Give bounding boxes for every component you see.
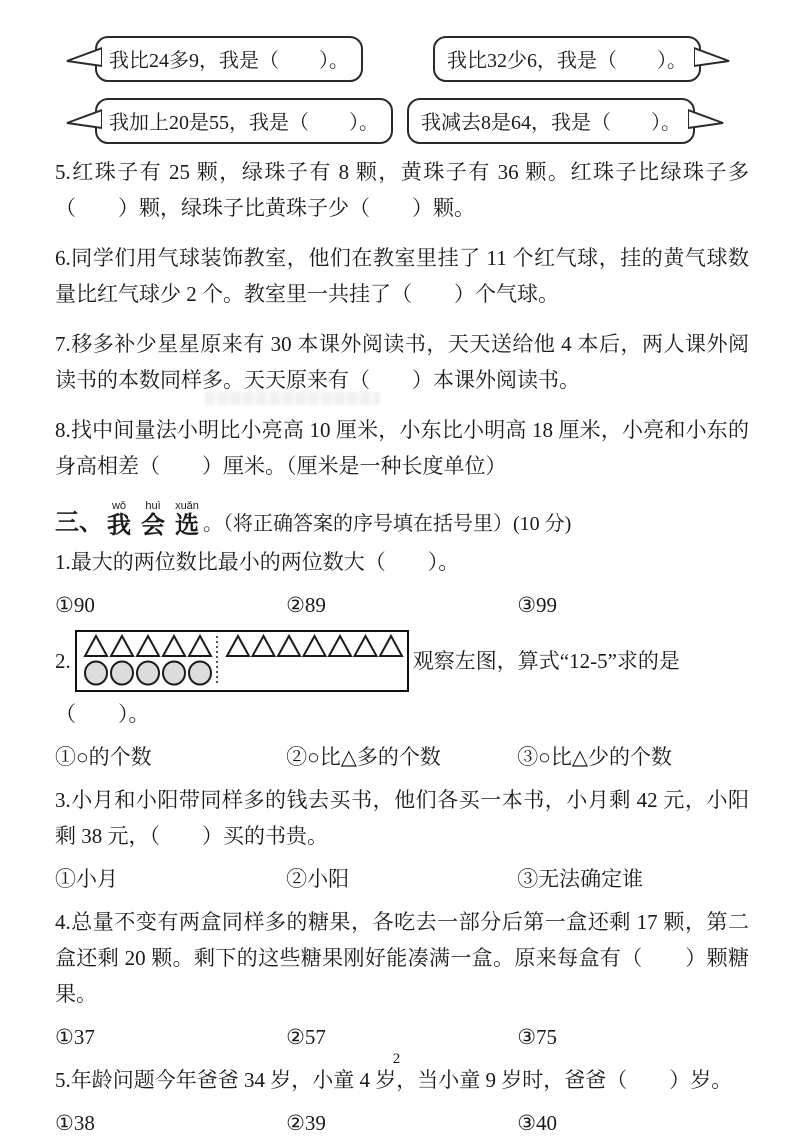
option-3: ③40 xyxy=(517,1111,558,1135)
title-char: 选xuǎn xyxy=(175,500,199,539)
bubble-tail-left-icon xyxy=(66,45,102,73)
option-2: ②89 xyxy=(286,593,326,617)
option-2: ②○比△多的个数 xyxy=(286,745,441,769)
option-1: ①37 xyxy=(55,1025,95,1049)
pinyin-label: xuǎn xyxy=(175,500,199,512)
question-text: 观察左图，算式“12-5”求的是 xyxy=(412,649,680,673)
bubble-text: 我减去8是64，我是（ ）。 xyxy=(421,112,681,134)
choice-question-3: 3.小月和小阳带同样多的钱去买书，他们各买一本书，小月剩 42 元，小阳剩 38 元，（ ）买的书贵。 xyxy=(55,788,749,848)
bubble-text: 我比32少6，我是（ ）。 xyxy=(447,50,687,72)
question-number: 2. xyxy=(55,648,71,673)
choice-question-5: 5.年龄问题今年爸爸 34 岁，小童 4 岁，当小童 9 岁时，爸爸（ ）岁。 xyxy=(55,1068,733,1092)
title-char: 会huì xyxy=(141,500,165,539)
options-row xyxy=(55,862,749,896)
section-title xyxy=(107,500,199,538)
fill-question-5: 5.红珠子有 25 颗，绿珠子有 8 颗，黄珠子有 36 颗。红珠子比绿珠子多（ ）颗，绿珠子比黄珠子少（ ）颗。 xyxy=(55,160,749,220)
triangle-circle-figure xyxy=(75,630,409,692)
option-1: ①38 xyxy=(55,1111,95,1135)
bubble-tail-left-icon xyxy=(66,107,102,135)
page-number: 2 xyxy=(392,1051,401,1067)
worksheet-page xyxy=(0,36,793,1140)
title-char: 我wǒ xyxy=(107,500,131,539)
bubble-text: 我加上20是55，我是（ ）。 xyxy=(109,112,379,134)
section-instruction: 。（将正确答案的序号填在括号里）(10 分) xyxy=(203,513,572,535)
fill-question-6: 6.同学们用气球装饰教室，他们在教室里挂了 11 个红气球，挂的黄气球数量比红气球少 2 个。教室里一共挂了（ ）个气球。 xyxy=(55,246,749,306)
choice-question-1: 1.最大的两位数比最小的两位数大（ ）。 xyxy=(55,550,460,574)
pinyin-label: wǒ xyxy=(107,500,131,512)
section-header xyxy=(55,500,749,538)
option-3: ③99 xyxy=(517,593,558,617)
option-2: ②39 xyxy=(286,1111,326,1135)
option-3: ③无法确定谁 xyxy=(517,867,644,891)
choice-question-2 xyxy=(55,630,749,692)
option-1: ①○的个数 xyxy=(55,745,152,769)
fill-question-8: 8.找中间量法小明比小亮高 10 厘米，小东比小明高 18 厘米，小亮和小东的身高相差（ ）厘米。（厘米是一种长度单位） xyxy=(55,418,749,478)
choice-question-2-blank: （ ）。 xyxy=(55,702,150,726)
option-2: ②小阳 xyxy=(286,867,350,891)
bubble-text: 我比24多9，我是（ ）。 xyxy=(109,50,349,72)
bubble-tail-right-icon xyxy=(694,45,730,73)
speech-bubble xyxy=(95,36,363,82)
pinyin-label: huì xyxy=(141,500,165,512)
speech-bubble xyxy=(95,98,393,144)
option-1: ①90 xyxy=(55,593,95,617)
speech-bubble-group xyxy=(55,36,749,154)
speech-bubble xyxy=(433,36,701,82)
options-row xyxy=(55,1020,749,1054)
options-row xyxy=(55,740,749,774)
option-1: ①小月 xyxy=(55,867,118,891)
bubble-tail-right-icon xyxy=(688,107,724,135)
fill-question-7: 7.移多补少星星原来有 30 本课外阅读书，天天送给他 4 本后，两人课外阅读书的本数同样多。天天原来有（ ）本课外阅读书。 xyxy=(55,332,749,392)
speech-bubble xyxy=(407,98,695,144)
choice-question-4: 4.总量不变有两盒同样多的糖果，各吃去一部分后第一盒还剩 17 颗，第二盒还剩 20 颗。剩下的这些糖果刚好能凑满一盒。原来每盒有（ ）颗糖果。 xyxy=(55,910,749,1006)
section-number: 三、 xyxy=(55,509,103,536)
options-row xyxy=(55,1106,749,1140)
option-2: ②57 xyxy=(286,1025,326,1049)
options-row xyxy=(55,588,749,622)
option-3: ③75 xyxy=(517,1025,558,1049)
option-3: ③○比△少的个数 xyxy=(517,745,673,769)
